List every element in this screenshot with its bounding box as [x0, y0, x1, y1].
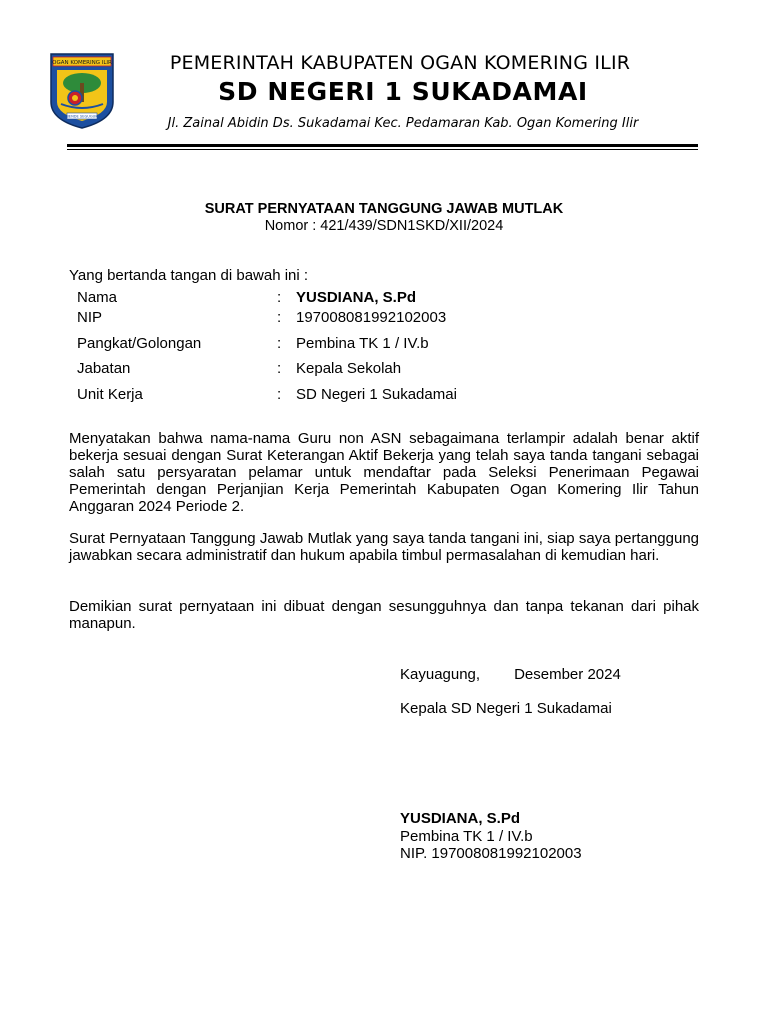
intro-text: Yang bertanda tangan di bawah ini :	[69, 267, 309, 284]
signature-place: Kayuagung,	[400, 666, 481, 683]
identity-colon: :	[277, 289, 282, 306]
identity-colon: :	[277, 360, 282, 377]
letterhead-divider-thin	[67, 149, 698, 150]
identity-value: YUSDIANA, S.Pd	[296, 289, 417, 306]
identity-value: SD Negeri 1 Sukadamai	[296, 386, 457, 403]
identity-value: Pembina TK 1 / IV.b	[296, 335, 429, 352]
signatory-rank: Pembina TK 1 / IV.b	[400, 828, 533, 845]
signatory-name: YUSDIANA, S.Pd	[400, 810, 521, 827]
signature-date: Desember 2024	[514, 666, 621, 683]
signature-position: Kepala SD Negeri 1 Sukadamai	[400, 700, 612, 717]
letterhead-divider-thick	[67, 144, 698, 147]
identity-colon: :	[277, 309, 282, 326]
svg-text:OGAN KOMERING ILIR: OGAN KOMERING ILIR	[52, 60, 112, 66]
school-name: SD NEGERI 1 SUKADAMAI	[218, 77, 588, 106]
identity-label: Nama	[77, 289, 118, 306]
statement-paragraph: Menyatakan bahwa nama-nama Guru non ASN sebagaimana terlampir adalah benar aktif bekerja sesuai dengan Surat Keterangan Aktif Bekerja yang telah saya tanda tangani sebagai salah satu persyaratan pelamar untuk mendaftar pada Seleksi Penerimaan Pegawai Pemerintah dengan Perjanjian Kerja Pemerintah Kabupaten Ogan Komering Ilir Tahun Anggaran 2024 Periode 2.	[69, 430, 699, 515]
identity-colon: :	[277, 335, 282, 352]
signatory-nip: NIP. 197008081992102003	[400, 845, 582, 862]
identity-value: 197008081992102003	[296, 309, 447, 326]
identity-label: Pangkat/Golongan	[77, 335, 202, 352]
signature-place-date	[400, 666, 621, 683]
svg-text:BENDE SEGUGUK: BENDE SEGUGUK	[66, 114, 98, 119]
identity-label: NIP	[77, 309, 103, 326]
document-number: Nomor : 421/439/SDN1SKD/XII/2024	[264, 218, 504, 234]
responsibility-paragraph: Surat Pernyataan Tanggung Jawab Mutlak yang saya tanda tangani ini, siap saya pertanggung jawabkan secara administratif dan hukum apabila timbul permasalahan di kemudian hari.	[69, 530, 699, 564]
identity-label: Jabatan	[77, 360, 131, 377]
document-title: SURAT PERNYATAAN TANGGUNG JAWAB MUTLAK	[204, 201, 564, 217]
identity-colon: :	[277, 386, 282, 403]
closing-paragraph: Demikian surat pernyataan ini dibuat dengan sesungguhnya dan tanpa tekanan dari pihak manapun.	[69, 598, 699, 632]
identity-value: Kepala Sekolah	[296, 360, 402, 377]
school-address: Jl. Zainal Abidin Ds. Sukadamai Kec. Pedamaran Kab. Ogan Komering Ilir	[167, 116, 639, 131]
identity-label: Unit Kerja	[77, 386, 143, 403]
government-name: PEMERINTAH KABUPATEN OGAN KOMERING ILIR	[169, 52, 631, 74]
